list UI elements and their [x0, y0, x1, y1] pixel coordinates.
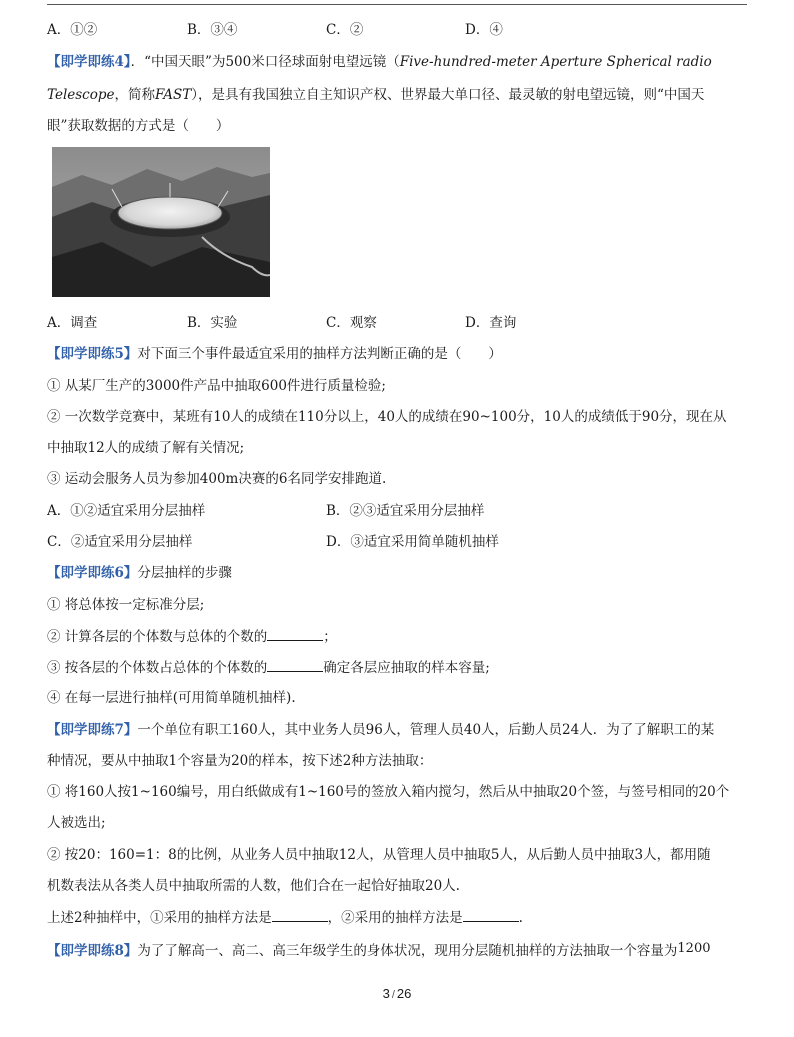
page-number — [0, 986, 794, 1001]
q4-fast: FAST — [155, 87, 192, 103]
q8-stem: 为了了解高一、高二、高三年级学生的身体状况，现用分层随机抽样的方法抽取一个容量为 — [137, 943, 678, 959]
q6-step-3 — [47, 657, 490, 678]
q3-option-a: A．①② — [47, 22, 98, 38]
q4-text-1: ．“中国天眼”为500米口径球面射电望远镜（ — [130, 54, 400, 70]
q5-item-2b: 中抽取12人的成绩了解有关情况; — [47, 440, 245, 456]
q5-stem-line — [47, 344, 502, 364]
q7-ask-c: . — [518, 910, 523, 926]
q7-method-1a: ① 将160人按1~160编号，用白纸做成有1~160号的签放入箱内搅匀，然后从中抽取20个签，与签号相同的20个 — [47, 784, 730, 800]
q6-step-1: ① 将总体按一定标准分层; — [47, 597, 205, 613]
q8-tag: 【即学即练8】 — [47, 943, 138, 959]
q3-option-d: D．④ — [465, 22, 503, 38]
q6-step-2-text: ② 计算各层的个体数与总体的个数的 — [47, 629, 268, 645]
q5-option-c: C．②适宜采用分层抽样 — [47, 534, 193, 550]
q7-ask-a: 上述2种抽样中，①采用的抽样方法是 — [47, 910, 272, 926]
q4-option-b: B．实验 — [187, 315, 238, 331]
q5-item-2a: ② 一次数学竞赛中，某班有10人的成绩在110分以上，40人的成绩在90~100分，10人的成绩低于90分，现在从 — [47, 409, 727, 425]
q7-stem-line-2: 种情况，要从中抽取1个容量为20的样本，按下述2种方法抽取： — [47, 753, 433, 769]
page-separator: / — [391, 989, 395, 1001]
q4-line-3: 眼”获取数据的方式是（ ） — [47, 118, 230, 134]
header-rule — [47, 4, 747, 5]
fast-telescope-photo — [52, 147, 270, 297]
q6-step-4: ④ 在每一层进行抽样(可用简单随机抽样). — [47, 690, 296, 706]
q8-stem-line — [47, 939, 711, 961]
q6-step-2 — [47, 626, 337, 647]
page-total: 26 — [396, 986, 412, 1001]
q6-step-3-text: ③ 按各层的个体数占总体的个体数的 — [47, 660, 268, 676]
q7-method-2a: ② 按20：160=1：8的比例，从业务人员中抽取12人，从管理人员中抽取5人，从后勤人员中抽取3人，都用随 — [47, 847, 711, 863]
q4-english-name: Five-hundred-meter Aperture Spherical radio — [399, 54, 712, 70]
q5-option-d: D．③适宜采用简单随机抽样 — [326, 534, 499, 550]
q4-line-2 — [47, 85, 704, 105]
q4-text-abbr: ，简称 — [114, 87, 155, 103]
q5-tag: 【即学即练5】 — [47, 346, 138, 362]
page-current: 3 — [382, 986, 390, 1001]
q6-step-2-end: ； — [323, 629, 337, 645]
q4-telescope: Telescope — [47, 87, 115, 103]
q6-step-3-end: 确定各层应抽取的样本容量; — [323, 660, 490, 676]
q7-blank-2[interactable] — [463, 907, 519, 922]
q4-text-2: ），是具有我国独立自主知识产权、世界最大单口径、最灵敏的射电望远镜，则“中国天 — [191, 87, 705, 103]
q4-option-d: D．查询 — [465, 315, 517, 331]
q6-blank-2[interactable] — [267, 657, 323, 672]
q5-item-3: ③ 运动会服务人员为参加400m决赛的6名同学安排跑道. — [47, 471, 387, 487]
q7-stem-line-1 — [47, 720, 714, 740]
q7-method-1b: 人被选出; — [47, 815, 106, 831]
q6-stem: 分层抽样的步骤 — [137, 565, 232, 581]
q4-line-1 — [47, 52, 712, 72]
q5-item-1: ① 从某厂生产的3000件产品中抽取600件进行质量检验; — [47, 378, 386, 394]
q6-blank-1[interactable] — [267, 626, 323, 641]
q7-blank-1[interactable] — [272, 907, 328, 922]
q5-option-a: A．①②适宜采用分层抽样 — [47, 503, 206, 519]
q4-option-c: C．观察 — [326, 315, 377, 331]
fast-telescope-photo-image — [52, 147, 270, 297]
q4-option-a: A．调查 — [47, 315, 98, 331]
q3-option-b: B．③④ — [187, 22, 238, 38]
q6-tag: 【即学即练6】 — [47, 565, 138, 581]
q4-tag: 【即学即练4】 — [47, 54, 131, 70]
q3-option-c: C．② — [326, 22, 364, 38]
q5-option-b: B．②③适宜采用分层抽样 — [326, 503, 485, 519]
q7-question — [47, 907, 523, 928]
q6-stem-line — [47, 563, 232, 583]
q7-method-2b: 机数表法从各类人员中抽取所需的人数，他们合在一起恰好抽取20人. — [47, 878, 460, 894]
q8-number: 1200 — [677, 941, 711, 956]
q7-ask-b: ，②采用的抽样方法是 — [327, 910, 463, 926]
q7-tag: 【即学即练7】 — [47, 722, 138, 738]
q5-stem: 对下面三个事件最适宜采用的抽样方法判断正确的是（ ） — [137, 346, 502, 362]
q7-stem-a: 一个单位有职工160人，其中业务人员96人，管理人员40人，后勤人员24人．为了了解职工的某 — [137, 722, 715, 738]
